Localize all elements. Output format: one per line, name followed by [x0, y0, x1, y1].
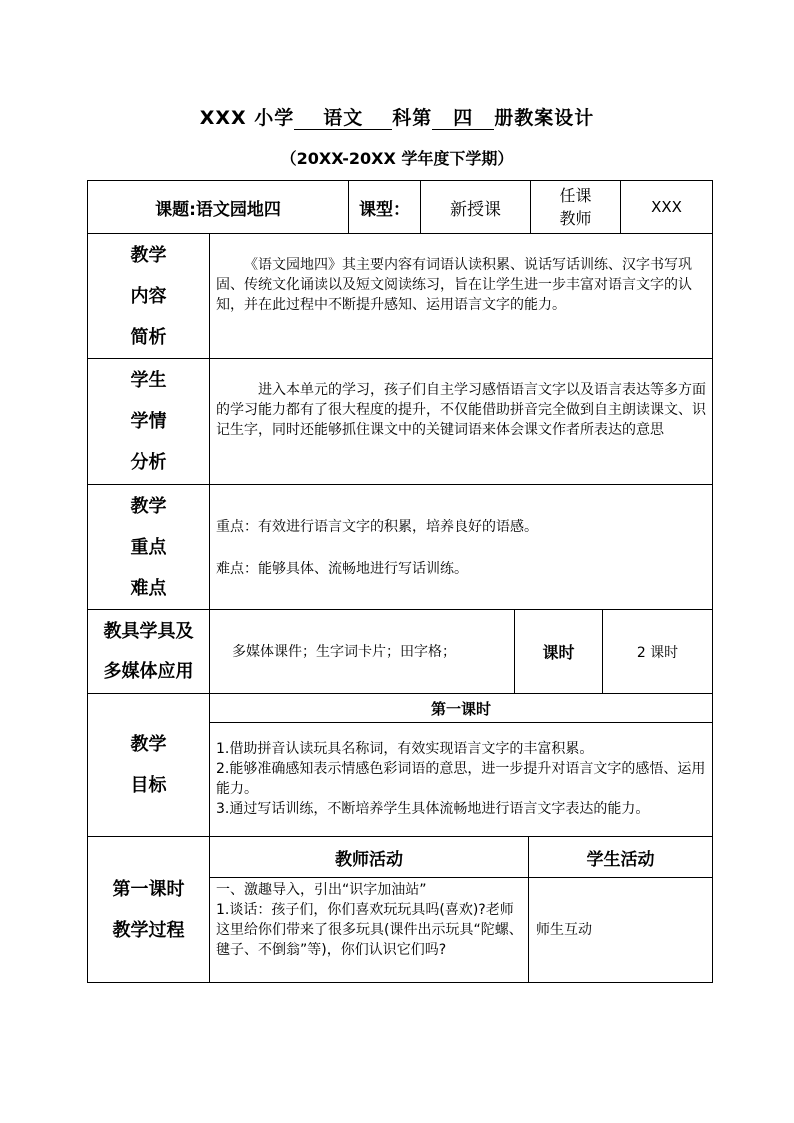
teacher-activity-text — [216, 878, 526, 982]
teacher-activity-line: 1.谈话：孩子们，你们喜欢玩玩具吗(喜欢)?老师这里给你们带来了很多玩具(课件出示玩具“陀螺、毽子、不倒翁”等)，你们认识它们吗? — [216, 902, 523, 958]
analysis-label — [88, 359, 209, 484]
student-activity-header: 学生活动 — [586, 849, 655, 870]
teacher-activity-header: 教师活动 — [335, 849, 403, 870]
tools-text: 多媒体课件；生字词卡片；田字格； — [232, 643, 456, 660]
subject-blank: 语文 — [294, 107, 392, 130]
key-point: 重点：有效进行语言文字的积累，培养良好的语感。 — [216, 519, 538, 535]
difficulty-point: 难点：能够具体、流畅地进行写话训练。 — [216, 561, 468, 577]
label-line: 教具学具及 — [103, 620, 194, 642]
content-label — [88, 234, 209, 358]
volume-blank: 四 — [432, 107, 494, 130]
table-line — [712, 180, 713, 982]
lesson-type-label: 课型： — [359, 199, 410, 220]
goal-item: 3.通过写话训练，不断培养学生具体流畅地进行语言文字表达的能力。 — [216, 801, 650, 817]
teacher-activity-line: 一、激趣导入，引出“识字加油站” — [216, 882, 427, 898]
content-paragraph: 《语文园地四》其主要内容有词语认读积累、说话写话训练、汉字书写巩固、传统文化诵读以及短文阅读练习，旨在让学生进一步丰富对语言文字的认知，并在此过程中不断提升感知、运用语言文字的能力。 — [216, 257, 692, 313]
goal-item: 2.能够准确感知表示情感色彩词语的意思，进一步提升对语言文字的感悟、运用能力。 — [216, 761, 706, 797]
analysis-paragraph: 进入本单元的学习，孩子们自主学习感悟语言文字以及语言表达等多方面的学习能力都有了很大程度的提升，不仅能借助拼音完全做到自主朗读课文、识记生字，同时还能够抓住课文中的关键词语来体会课文作者所表达的意思 — [216, 382, 706, 438]
lesson-topic: 课题:语文园地四 — [155, 199, 281, 220]
teacher-label — [531, 181, 620, 233]
keypoints-text — [216, 485, 706, 609]
label-line: 第一课时 — [112, 878, 185, 900]
table-line — [87, 982, 713, 983]
hours-label: 课时 — [542, 643, 575, 662]
label-line: 多媒体应用 — [103, 660, 194, 682]
goals-label — [88, 694, 209, 836]
teacher-label-line: 任课 — [559, 186, 592, 205]
label-line: 学情 — [130, 411, 167, 432]
student-activity-text: 师生互动 — [536, 922, 592, 938]
goals-list — [216, 723, 708, 836]
title-suffix: 册教案设计 — [494, 107, 595, 129]
process-label — [88, 837, 209, 982]
label-line: 目标 — [130, 775, 167, 796]
label-line: 学生 — [130, 370, 167, 391]
school-name: XXX 小学 — [199, 107, 295, 129]
label-line: 教学 — [130, 734, 167, 755]
content-text — [216, 234, 706, 358]
tools-label — [88, 610, 209, 693]
lesson-type-value: 新授课 — [450, 199, 501, 220]
label-line: 内容 — [130, 285, 167, 307]
teacher-label-line: 教师 — [559, 209, 592, 228]
label-line: 教学 — [130, 495, 167, 517]
analysis-text — [216, 359, 706, 484]
label-line: 重点 — [130, 536, 167, 558]
school-year: （20XX-20XX 学年度下学期） — [280, 149, 514, 168]
hours-value: 2 课时 — [636, 644, 679, 661]
label-line: 分析 — [130, 452, 167, 473]
label-line: 简析 — [130, 326, 167, 348]
goal-item: 1.借助拼音认读玩具名称词，有效实现语言文字的丰富积累。 — [216, 741, 594, 757]
label-line: 教学过程 — [112, 919, 185, 941]
title-ke-di: 科第 — [392, 107, 433, 129]
label-line: 教学 — [130, 244, 167, 266]
goals-section-title: 第一课时 — [430, 699, 491, 718]
teacher-name: XXX — [651, 198, 682, 216]
label-line: 难点 — [130, 577, 167, 599]
keypoints-label — [88, 485, 209, 609]
